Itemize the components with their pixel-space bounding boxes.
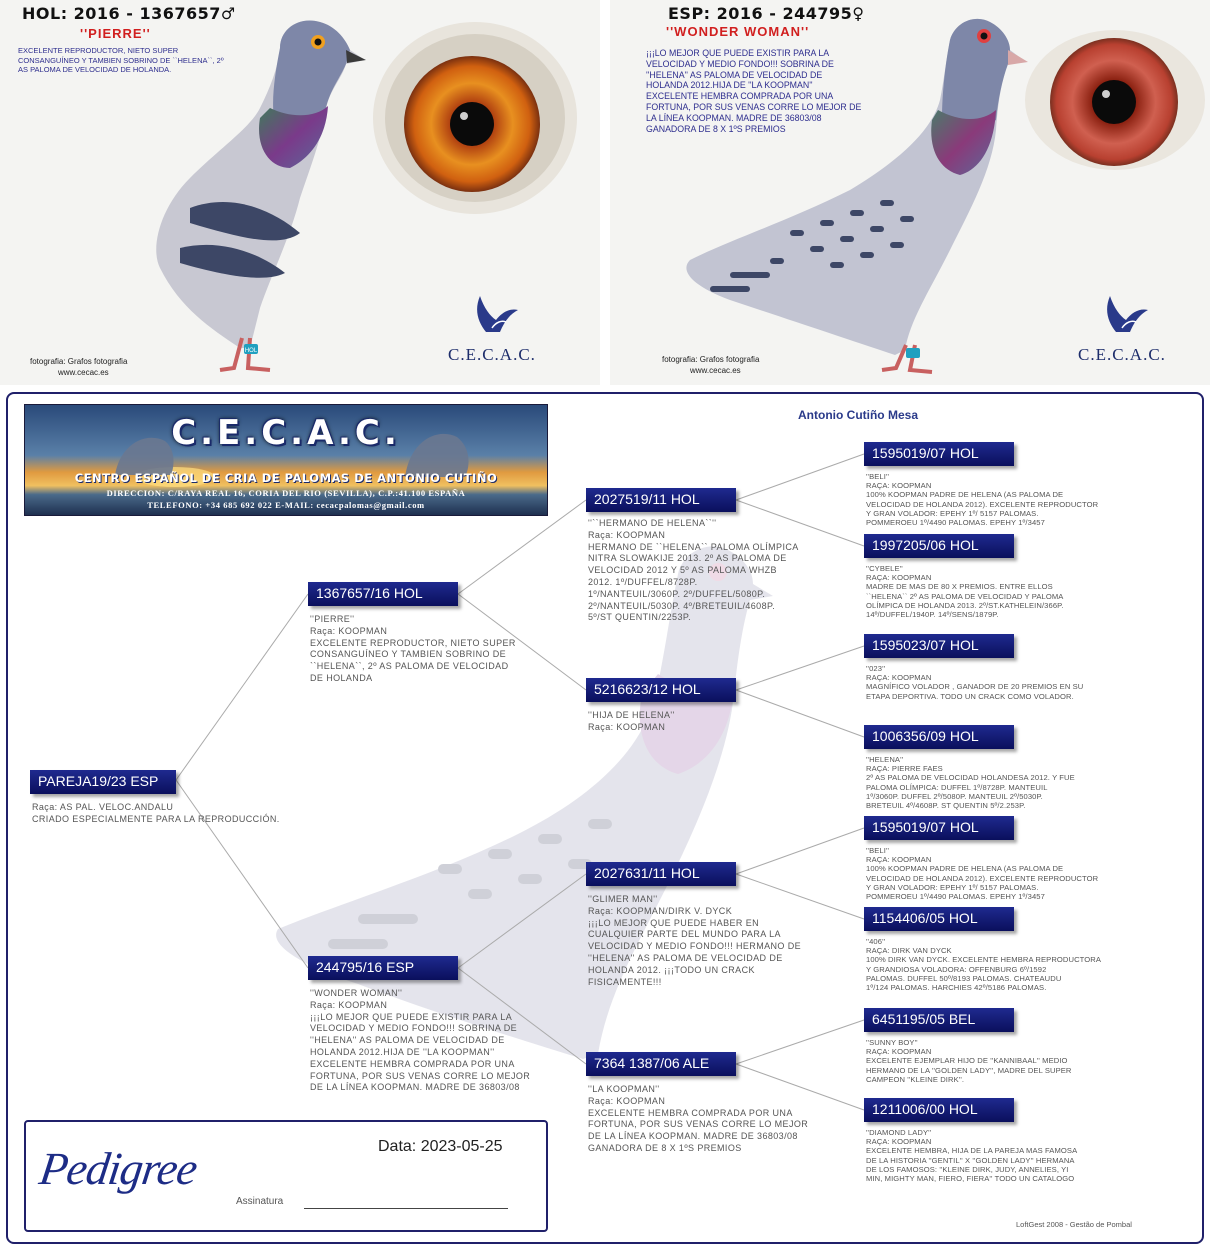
pedigree-sheet (6, 392, 1204, 1244)
dam-photo-heading: ESP: 2016 - 244795♀ (668, 4, 865, 23)
dam-cecac-logo (1078, 292, 1166, 365)
pedigree-signature-box (24, 1120, 548, 1232)
software-footer: LoftGest 2008 - Gestão de Pombal (1016, 1220, 1132, 1229)
photo-panel-dam (610, 0, 1210, 385)
dss-info: ''BELI'' RAÇA: KOOPMAN 100% KOOPMAN PADRE DE HELENA (AS PALOMA DE VELOCIDAD DE HOLANDA 2012). EXCELENTE REPRODUCTOR Y GRAN VOLADOR: EPEHY 1º/ 5157 PALOMAS. POMMEROEU 1º/4490 PALOMAS. EPEHY 1º/3457 (866, 846, 1099, 902)
banner-title: C.E.C.A.C. (171, 413, 401, 453)
pedigree-node-dds[interactable]: 6451195/05 BEL (864, 1008, 1014, 1032)
dam-pigeon-image (670, 10, 1030, 380)
banner-address: DIRECCION: C/RAYA REAL 16, CORIA DEL RIO (SEVILLA), C.P.:41.100 ESPAÑA (106, 488, 466, 498)
pedigree-node-sire[interactable]: 1367657/16 HOL (308, 582, 458, 606)
dam-info: ''WONDER WOMAN'' Raça: KOOPMAN ¡¡¡LO MEJOR QUE PUEDE EXISTIR PARA LA VELOCIDAD Y MEDIO FONDO!!! SOBRINA DE ''HELENA'' AS PALOMA DE VELOCIDAD DE HOLANDA 2012.HIJA DE ''LA KOOPMAN'' EXCELENTE HEMBRA COMPRADA POR UNA FORTUNA, POR SUS VENAS CORRE LO MEJOR DE LA LÍNEA KOOPMAN. MADRE DE 36803/08 (310, 988, 531, 1093)
sire-photo-credit: fotografia: Grafos fotografia www.cecac.es (30, 357, 128, 377)
banner-subtitle: CENTRO ESPAÑOL DE CRIA DE PALOMAS DE ANTONIO CUTIÑO (74, 471, 498, 485)
sire-dam-info: ''HIJA DE HELENA'' Raça: KOOPMAN (588, 710, 675, 732)
pedigree-node-dss[interactable]: 1595019/07 HOL (864, 816, 1014, 840)
sire-cecac-logo (448, 292, 536, 365)
dam-photo-description: ¡¡¡LO MEJOR QUE PUEDE EXISTIR PARA LA VELOCIDAD Y MEDIO FONDO!!! SOBRINA DE ''HELENA'' AS PALOMA DE VELOCIDAD DE HOLANDA 2012.HIJA DE ''LA KOOPMAN'' EXCELENTE HEMBRA COMPRADA POR UNA FORTUNA, POR SUS VENAS CORRE LO MEJOR DE LA LÍNEA KOOPMAN. MADRE DE 36803/08 GANADORA DE 8 X 1ºS PREMIOS (646, 48, 862, 134)
dam-photo-credit: fotografia: Grafos fotografia www.cecac.es (662, 355, 760, 375)
sss-info: ''BELI'' RAÇA: KOOPMAN 100% KOOPMAN PADRE DE HELENA (AS PALOMA DE VELOCIDAD DE HOLANDA 2012). EXCELENTE REPRODUCTOR Y GRAN VOLADOR: EPEHY 1º/ 5157 PALOMAS. POMMEROEU 1º/4490 PALOMAS. EPEHY 1º/3457 (866, 472, 1099, 528)
pedigree-node-sss[interactable]: 1595019/07 HOL (864, 442, 1014, 466)
dds-info: ''SUNNY BOY'' RAÇA: KOOPMAN EXCELENTE EJEMPLAR HIJO DE ''KANNIBAAL'' MEDIO HERMANO DE LA ''GOLDEN LADY'', MADRE DEL SUPER CAMPEON ''KLEINE DIRK''. (866, 1038, 1072, 1084)
sire-photo-name: ''PIERRE'' (80, 26, 151, 41)
dsd-info: ''406'' RAÇA: DIRK VAN DYCK 100% DIRK VAN DYCK. EXCELENTE HEMBRA REPRODUCTORA Y GRANDIOSA VOLADORA: OFFENBURG 6º/1592 PALOMAS. DUFFEL 50º/8193 PALOMAS. CHATEAUDU 1º/124 PALOMAS. HARCHIES 42º/5186 PALOMAS. (866, 937, 1102, 993)
banner-phone: TELEFONO: +34 685 692 022 E-MAIL: cecacpalomas@gmail.com (147, 500, 425, 510)
pedigree-node-ssd[interactable]: 1997205/06 HOL (864, 534, 1014, 558)
photo-panel-sire (0, 0, 600, 385)
sdd-info: ''HELENA'' RAÇA: PIERRE FAES 2º AS PALOMA DE VELOCIDAD HOLANDESA 2012. Y FUE PALOMA OLÍMPICA: DUFFEL 1º/8728P. MANTEUIL 1º/3060P. DUFFEL 2º/5080P. MANTEUIL 2º/5030P. BRETEUIL 4º/4608P. ST QUENTIN 5º/2.253P. (866, 755, 1075, 811)
pedigree-title: Pedigree (36, 1143, 200, 1194)
ddd-info: ''DIAMOND LADY'' RAÇA: KOOPMAN EXCELENTE HEMBRA, HIJA DE LA PAREJA MAS FAMOSA DE LA HISTORIA ''GENTIL'' X ''GOLDEN LADY'' HERMANA DE LOS FAMOSOS: ''KLEINE DIRK, JUDY, ANNELIES, YI MIN, MIGHTY MAN, FIERO, FIERA'' TODO UN CATALOGO (866, 1128, 1078, 1184)
sire-logo-text: C.E.C.A.C. (448, 345, 536, 364)
pedigree-node-dam-dam[interactable]: 7364 1387/06 ALE (586, 1052, 736, 1076)
sire-photo-description: EXCELENTE REPRODUCTOR, NIETO SUPER CONSANGUÍNEO Y TAMBIEN SOBRINO DE ``HELENA``, 2º AS PALOMA DE VELOCIDAD DE HOLANDA. (18, 46, 224, 74)
breeder-name: Antonio Cutiño Mesa (798, 408, 918, 422)
dove-logo-icon (462, 292, 522, 340)
sds-info: ''023'' RAÇA: KOOPMAN MAGNÍFICO VOLADOR , GANADOR DE 20 PREMIOS EN SU ETAPA DEPORTIVA. TODO UN CRACK COMO VOLADOR. (866, 664, 1084, 701)
pedigree-node-sds[interactable]: 1595023/07 HOL (864, 634, 1014, 658)
pedigree-node-dsd[interactable]: 1154406/05 HOL (864, 907, 1014, 931)
pedigree-node-dam[interactable]: 244795/16 ESP (308, 956, 458, 980)
subject-info: Raça: AS PAL. VELOC.ANDALU CRIADO ESPECIALMENTE PARA LA REPRODUCCIÓN. (32, 802, 280, 824)
signature-label: Assinatura (236, 1196, 284, 1207)
sire-sire-info: ''``HERMANO DE HELENA``'' Raça: KOOPMAN HERMANO DE ``HELENA`` PALOMA OLÍMPICA NITRA SLOWAKIJE 2013. 2º AS PALOMA DE VELOCIDAD 2012 Y 5º AS PALOMA WHZB 2012. 1º/DUFFEL/8728P. 1º/NANTEUIL/3060P. 2º/DUFFEL/5080P. 2º/NANTEUIL/5030P. 4º/BRETEUIL/4608P. 5º/ST QUENTIN/2253P. (588, 518, 799, 623)
pedigree-node-sire-dam[interactable]: 5216623/12 HOL (586, 678, 736, 702)
pedigree-node-ddd[interactable]: 1211006/00 HOL (864, 1098, 1014, 1122)
pedigree-date: Data: 2023-05-25 (378, 1138, 503, 1155)
sire-pigeon-image (150, 8, 390, 378)
pedigree-node-sdd[interactable]: 1006356/09 HOL (864, 725, 1014, 749)
dam-photo-name: ''WONDER WOMAN'' (666, 24, 810, 39)
sire-photo-heading: HOL: 2016 - 1367657♂ (22, 4, 236, 23)
sire-eye-image (370, 18, 580, 218)
sire-info: ''PIERRE'' Raça: KOOPMAN EXCELENTE REPRODUCTOR, NIETO SUPER CONSANGUÍNEO Y TAMBIEN SOBRINO DE ``HELENA``, 2º AS PALOMA DE VELOCIDAD DE HOLANDA (310, 614, 516, 683)
dam-sire-info: ''GLIMER MAN'' Raça: KOOPMAN/DIRK V. DYCK ¡¡¡LO MEJOR QUE PUEDE HABER EN CUALQUIER PARTE DEL MUNDO PARA LA VELOCIDAD Y MEDIO FONDO!!! HERMANO DE ''HELENA'' AS PALOMA DE VELOCIDAD DE HOLANDA 2012. ¡¡¡TODO UN CRACK FISICAMENTE!!! (588, 894, 801, 987)
dam-eye-image (1022, 22, 1208, 172)
dam-logo-text: C.E.C.A.C. (1078, 345, 1166, 364)
sire-ring-label: HOL (244, 348, 258, 354)
pedigree-node-sire-sire[interactable]: 2027519/11 HOL (586, 488, 736, 512)
pedigree-node-subject[interactable]: PAREJA19/23 ESP (30, 770, 176, 794)
dam-dam-info: ''LA KOOPMAN'' Raça: KOOPMAN EXCELENTE HEMBRA COMPRADA POR UNA FORTUNA, POR SUS VENAS CORRE LO MEJOR DE LA LÍNEA KOOPMAN. MADRE DE 36803/08 GANADORA DE 8 X 1ºS PREMIOS (588, 1084, 809, 1153)
ssd-info: ''CYBELE'' RAÇA: KOOPMAN MADRE DE MAS DE 80 X PREMIOS. ENTRE ELLOS ``HELENA`` 2º AS PALOMA DE VELOCIDAD Y PALOMA OLÍMPICA DE HOLANDA 2013. 2º/ST.KATHELEIN/366P. 14º/DUFFEL/1940P. 14º/SENS/1879P. (866, 564, 1064, 620)
signature-line (304, 1208, 508, 1209)
pedigree-node-dam-sire[interactable]: 2027631/11 HOL (586, 862, 736, 886)
dove-logo-icon (1092, 292, 1152, 340)
